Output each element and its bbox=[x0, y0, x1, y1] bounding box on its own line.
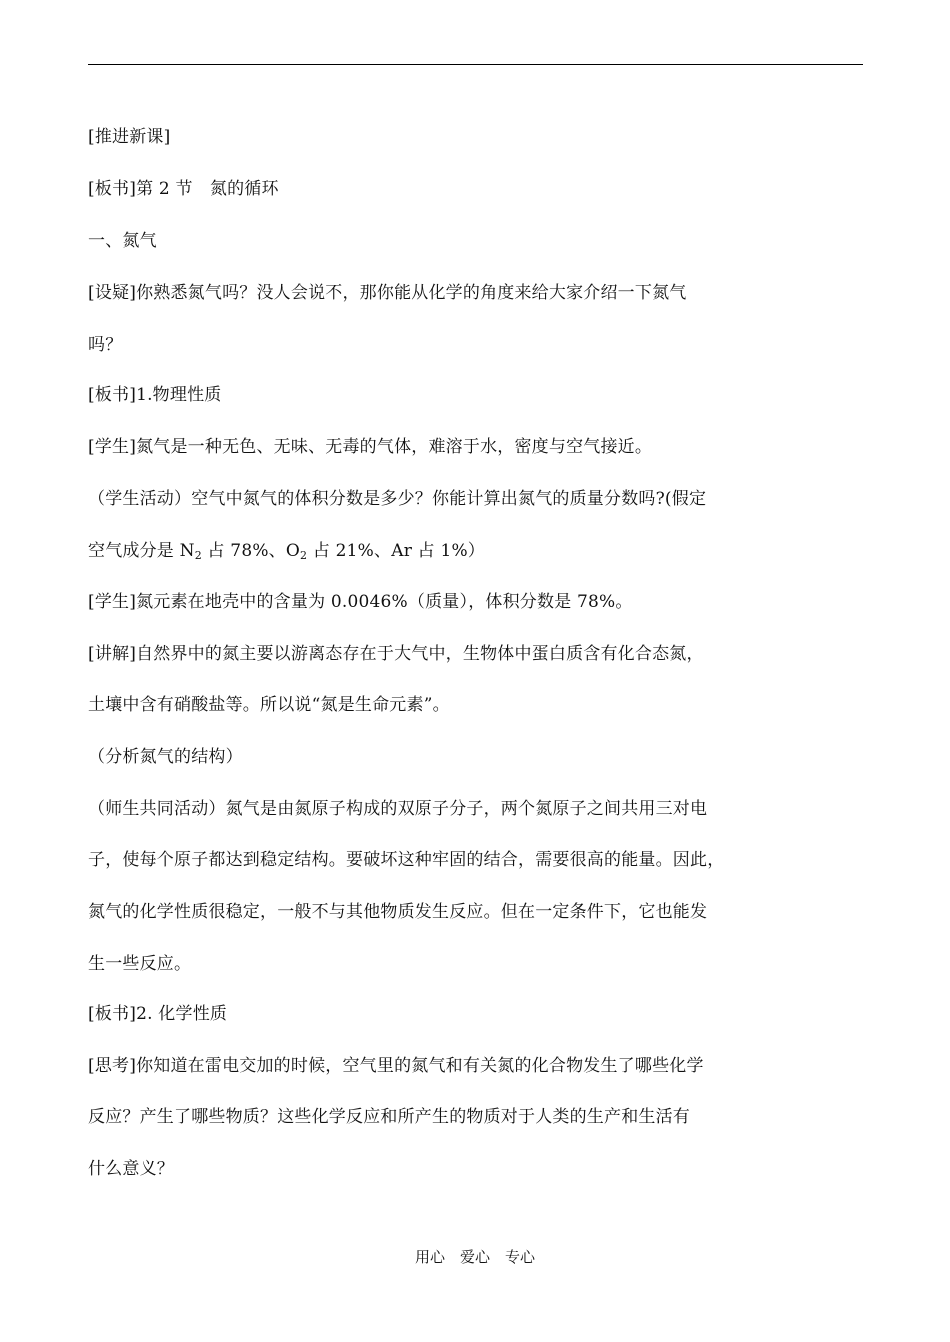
text-line: [学生]氮气是一种无色、无味、无毒的气体，难溶于水，密度与空气接近。 bbox=[88, 437, 653, 457]
text-line: [讲解]自然界中的氮主要以游离态存在于大气中，生物体中蛋白质含有化合态氮， bbox=[88, 644, 704, 664]
text-segment: 空气成分是 N bbox=[88, 541, 195, 561]
subscript: 2 bbox=[300, 549, 308, 562]
text-line: 一、氮气 bbox=[88, 231, 157, 251]
text-line: [板书]第 2 节 氮的循环 bbox=[88, 179, 279, 199]
text-line: （分析氮气的结构） bbox=[88, 747, 243, 767]
text-line: 生一些反应。 bbox=[88, 954, 192, 974]
text-line: 反应？产生了哪些物质？这些化学反应和所产生的物质对于人类的生产和生活有 bbox=[88, 1107, 690, 1127]
subscript: 2 bbox=[194, 549, 202, 562]
header-rule bbox=[88, 64, 863, 65]
text-line: （学生活动）空气中氮气的体积分数是多少？你能计算出氮气的质量分数吗?(假定 bbox=[88, 489, 707, 509]
text-line: 什么意义？ bbox=[88, 1159, 174, 1179]
text-line: 吗？ bbox=[88, 335, 123, 355]
text-line: 土壤中含有硝酸盐等。所以说“氮是生命元素”。 bbox=[88, 695, 450, 715]
text-line: [推进新课] bbox=[88, 127, 171, 147]
text-line: [学生]氮元素在地壳中的含量为 0.0046%（质量），体积分数是 78%。 bbox=[88, 592, 633, 612]
text-segment: 占 78%、O bbox=[201, 541, 301, 561]
page-footer: 用心 爱心 专心 bbox=[414, 1248, 535, 1266]
text-line: （师生共同活动）氮气是由氮原子构成的双原子分子，两个氮原子之间共用三对电 bbox=[88, 799, 708, 819]
text-line: 子，使每个原子都达到稳定结构。要破坏这种牢固的结合，需要很高的能量。因此， bbox=[88, 850, 725, 870]
text-line-composition bbox=[88, 540, 485, 562]
text-line: [设疑]你熟悉氮气吗？没人会说不，那你能从化学的角度来给大家介绍一下氮气 bbox=[88, 283, 687, 303]
text-line: [板书]1.物理性质 bbox=[88, 385, 222, 405]
text-line: [思考]你知道在雷电交加的时候，空气里的氮气和有关氮的化合物发生了哪些化学 bbox=[88, 1056, 704, 1076]
text-segment: 占 21%、Ar 占 1%） bbox=[307, 541, 486, 561]
text-line: 氮气的化学性质很稳定，一般不与其他物质发生反应。但在一定条件下，它也能发 bbox=[88, 902, 708, 922]
text-line: [板书]2. 化学性质 bbox=[88, 1004, 228, 1024]
